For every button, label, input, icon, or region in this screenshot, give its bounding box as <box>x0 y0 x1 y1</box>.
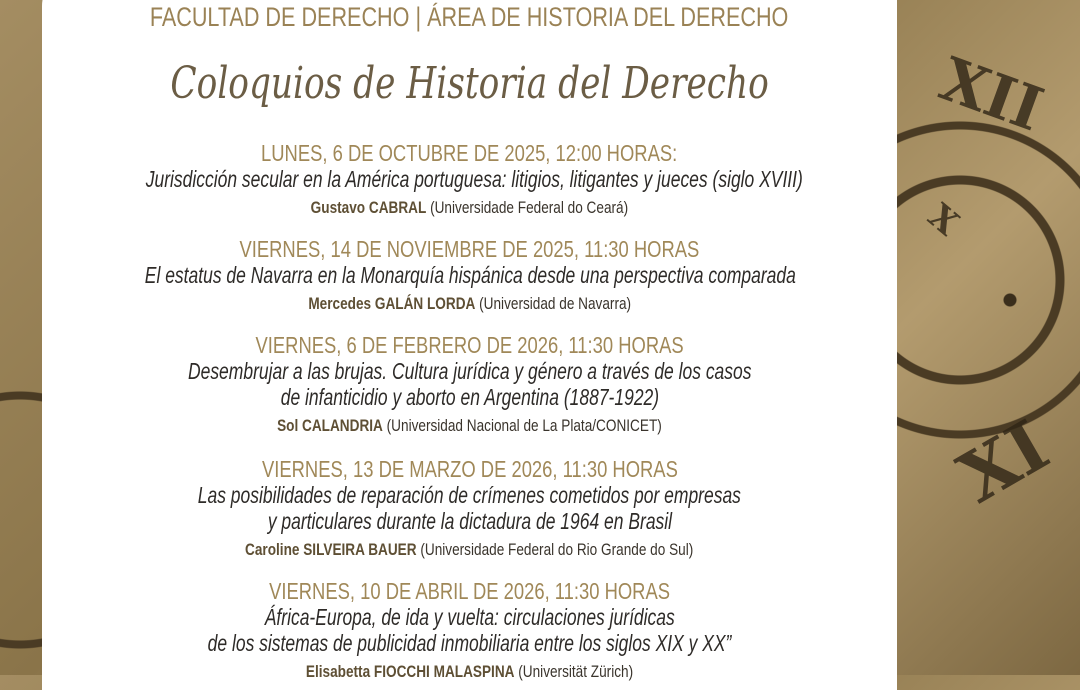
speaker-affiliation: (Universität Zürich) <box>518 662 634 681</box>
institution-header: FACULTAD DE DERECHO | ÁREA DE HISTORIA DEL DERECHO <box>150 2 789 32</box>
event-title: Desembrujar a las brujas. Cultura jurídica y género a través de los casos <box>187 358 752 384</box>
speaker-affiliation: (Universidade Federal do Ceará) <box>430 198 629 217</box>
speaker-name: Caroline SILVEIRA BAUER <box>245 540 417 559</box>
event-speaker <box>42 662 897 682</box>
event-date: VIERNES, 14 DE NOVIEMBRE DE 2025, 11:30 HORAS <box>239 236 700 262</box>
event-title: El estatus de Navarra en la Monarquía hispánica desde una perspectiva comparada <box>144 262 796 288</box>
clock-decoration: XII <box>931 44 1052 146</box>
event-title: Las posibilidades de reparación de crímenes cometidos por empresas <box>197 482 742 508</box>
speaker-name: Sol CALANDRIA <box>277 416 383 435</box>
event-date: VIERNES, 13 DE MARZO DE 2026, 11:30 HORAS <box>261 456 678 482</box>
event-speaker <box>42 198 897 218</box>
clock-decoration: X <box>920 196 967 244</box>
event-date: LUNES, 6 DE OCTUBRE DE 2025, 12:00 HORAS: <box>261 140 678 166</box>
event-title: y particulares durante la dictadura de 1964 en Brasil <box>267 508 672 534</box>
event-title: de infanticidio y aborto en Argentina (1887-1922) <box>280 384 659 410</box>
event-date: VIERNES, 10 DE ABRIL DE 2026, 11:30 HORAS <box>269 578 670 604</box>
event-title: Jurisdicción secular en la América portuguesa: litigios, litigantes y jueces (siglo XVIII) <box>145 166 803 192</box>
clock-decoration: XI <box>945 403 1062 520</box>
poster-title: Coloquios de Historia del Derecho <box>170 58 769 109</box>
speaker-affiliation: (Universidade Federal do Rio Grande do Sul) <box>420 540 694 559</box>
event-title: África-Europa, de ida y vuelta: circulaciones jurídicas <box>264 604 675 630</box>
speaker-name: Mercedes GALÁN LORDA <box>308 294 476 313</box>
speaker-name: Gustavo CABRAL <box>310 198 427 217</box>
event-speaker <box>42 540 897 560</box>
event-speaker <box>42 294 897 314</box>
speaker-affiliation: (Universidad de Navarra) <box>478 294 631 313</box>
event-date: VIERNES, 6 DE FEBRERO DE 2026, 11:30 HORAS <box>255 332 684 358</box>
event-title: de los sistemas de publicidad inmobiliaria entre los siglos XIX y XX” <box>207 630 732 656</box>
event-speaker <box>42 416 897 436</box>
speaker-name: Elisabetta FIOCCHI MALASPINA <box>305 662 515 681</box>
speaker-affiliation: (Universidad Nacional de La Plata/CONICET) <box>386 416 662 435</box>
